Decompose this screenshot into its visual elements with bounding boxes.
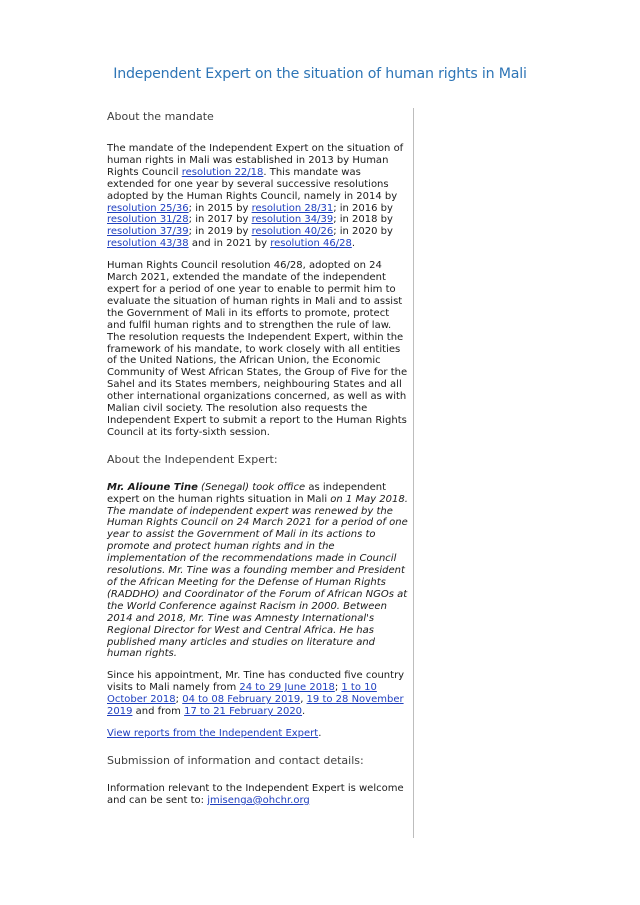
- text: and in 2021 by: [188, 238, 271, 250]
- text: Since his appointment, Mr. Tine has conducted five country visits to Mali namely from: [107, 670, 405, 694]
- expert-bio-paragraph: [107, 482, 411, 661]
- resolution-28-31-link[interactable]: resolution 28/31: [251, 202, 334, 214]
- text: ; in 2020 by: [333, 226, 393, 238]
- resolution-31-28-link[interactable]: resolution 31/28: [107, 214, 189, 226]
- mandate-paragraph-1: [107, 143, 411, 250]
- contact-paragraph: [107, 783, 411, 807]
- text: ; in 2018 by: [333, 214, 393, 226]
- text: . This mandate was extended for one year by several successive resolutions adopted by the Human Rights Council, namely in 2014 by: [107, 166, 398, 202]
- text: as independent expert on the human rights situation in Mali: [107, 481, 387, 505]
- column-divider: [413, 108, 414, 838]
- resolution-46-28-link[interactable]: resolution 46/28: [270, 238, 352, 250]
- text: .: [351, 238, 356, 250]
- reports-paragraph: [107, 728, 411, 740]
- resolution-43-38-link[interactable]: resolution 43/38: [107, 238, 189, 250]
- expert-name: Mr. Alioune Tine: [107, 481, 198, 493]
- visit-november-2019-link[interactable]: 19 to 28 November 2019: [107, 694, 404, 718]
- mandate-paragraph-2: Human Rights Council resolution 46/28, adopted on 24 March 2021, extended the mandate of the independent expert for a period of one year to enable to permit him to evaluate the situation of human rights in Mali and to assist the Government of Mali in its efforts to promote, protect and fulfil human rights and to strengthen the rule of law. The resolution requests the Independent Expert, within the framework of his mandate, to work closely with all entities of the United Nations, the African Union, the Economic Community of West African States, the Group of Five for the Sahel and its States members, neighbouring States and all other international organizations concerned, as well as with Malian civil society. The resolution also requests the Independent Expert to submit a report to the Human Rights Council at its forty-sixth session.: [107, 260, 408, 438]
- text: ;: [334, 682, 342, 694]
- view-reports-link[interactable]: View reports from the Independent Expert: [107, 727, 319, 739]
- text: ;: [175, 694, 183, 706]
- text: Information relevant to the Independent Expert is welcome and can be sent to:: [107, 782, 404, 806]
- resolution-34-39-link[interactable]: resolution 34/39: [251, 214, 334, 226]
- contact-email-link[interactable]: jmisenga@ohchr.org: [207, 794, 310, 806]
- resolution-37-39-link[interactable]: resolution 37/39: [107, 226, 189, 238]
- text: (Senegal) took office: [197, 481, 306, 493]
- resolution-22-18-link[interactable]: resolution 22/18: [181, 166, 264, 178]
- text: ; in 2019 by: [188, 226, 252, 238]
- page-title: Independent Expert on the situation of human rights in Mali: [113, 66, 527, 82]
- text: The mandate of the Independent Expert on the situation of human rights in Mali was established in 2013 by Human Rights Council: [107, 143, 404, 178]
- text: .: [302, 706, 306, 718]
- visit-february-2020-link[interactable]: 17 to 21 February 2020: [184, 706, 303, 718]
- text: on 1 May 2018. The mandate of independent expert was renewed by the Human Rights Council on 24 March 2021 for a period of one year to assist the Government of Mali in its actions to promote and protect human rights and in the implementation of the recommendations made in Council resolutions. Mr. Tine was a founding member and President of the African Meeting for the Defense of Human Rights (RADDHO) and Coordinator of the Forum of African NGOs at the World Conference against Racism in 2000. Between 2014 and 2018, Mr. Tine was Amnesty International's Regional Director for West and Central Africa. He has published many articles and studies on literature and human rights.: [107, 493, 408, 660]
- text: ; in 2015 by: [188, 202, 252, 214]
- text: ,: [300, 694, 307, 706]
- country-visits-paragraph: [107, 670, 411, 718]
- visit-february-2019-link[interactable]: 04 to 08 February 2019: [182, 694, 301, 706]
- resolution-25-36-link[interactable]: resolution 25/36: [107, 202, 189, 214]
- text: ; in 2017 by: [188, 214, 252, 226]
- contact-heading: Submission of information and contact details:: [107, 753, 364, 767]
- expert-heading: About the Independent Expert:: [107, 452, 278, 466]
- visit-october-2018-link[interactable]: 1 to 10 October 2018: [107, 682, 377, 706]
- visit-june-2018-link[interactable]: 24 to 29 June 2018: [239, 682, 335, 694]
- resolution-40-26-link[interactable]: resolution 40/26: [251, 226, 334, 238]
- mandate-heading: About the mandate: [107, 110, 214, 123]
- text: .: [318, 727, 322, 739]
- text: ; in 2016 by: [333, 202, 393, 214]
- text: and from: [132, 706, 185, 718]
- main-content: [107, 110, 411, 807]
